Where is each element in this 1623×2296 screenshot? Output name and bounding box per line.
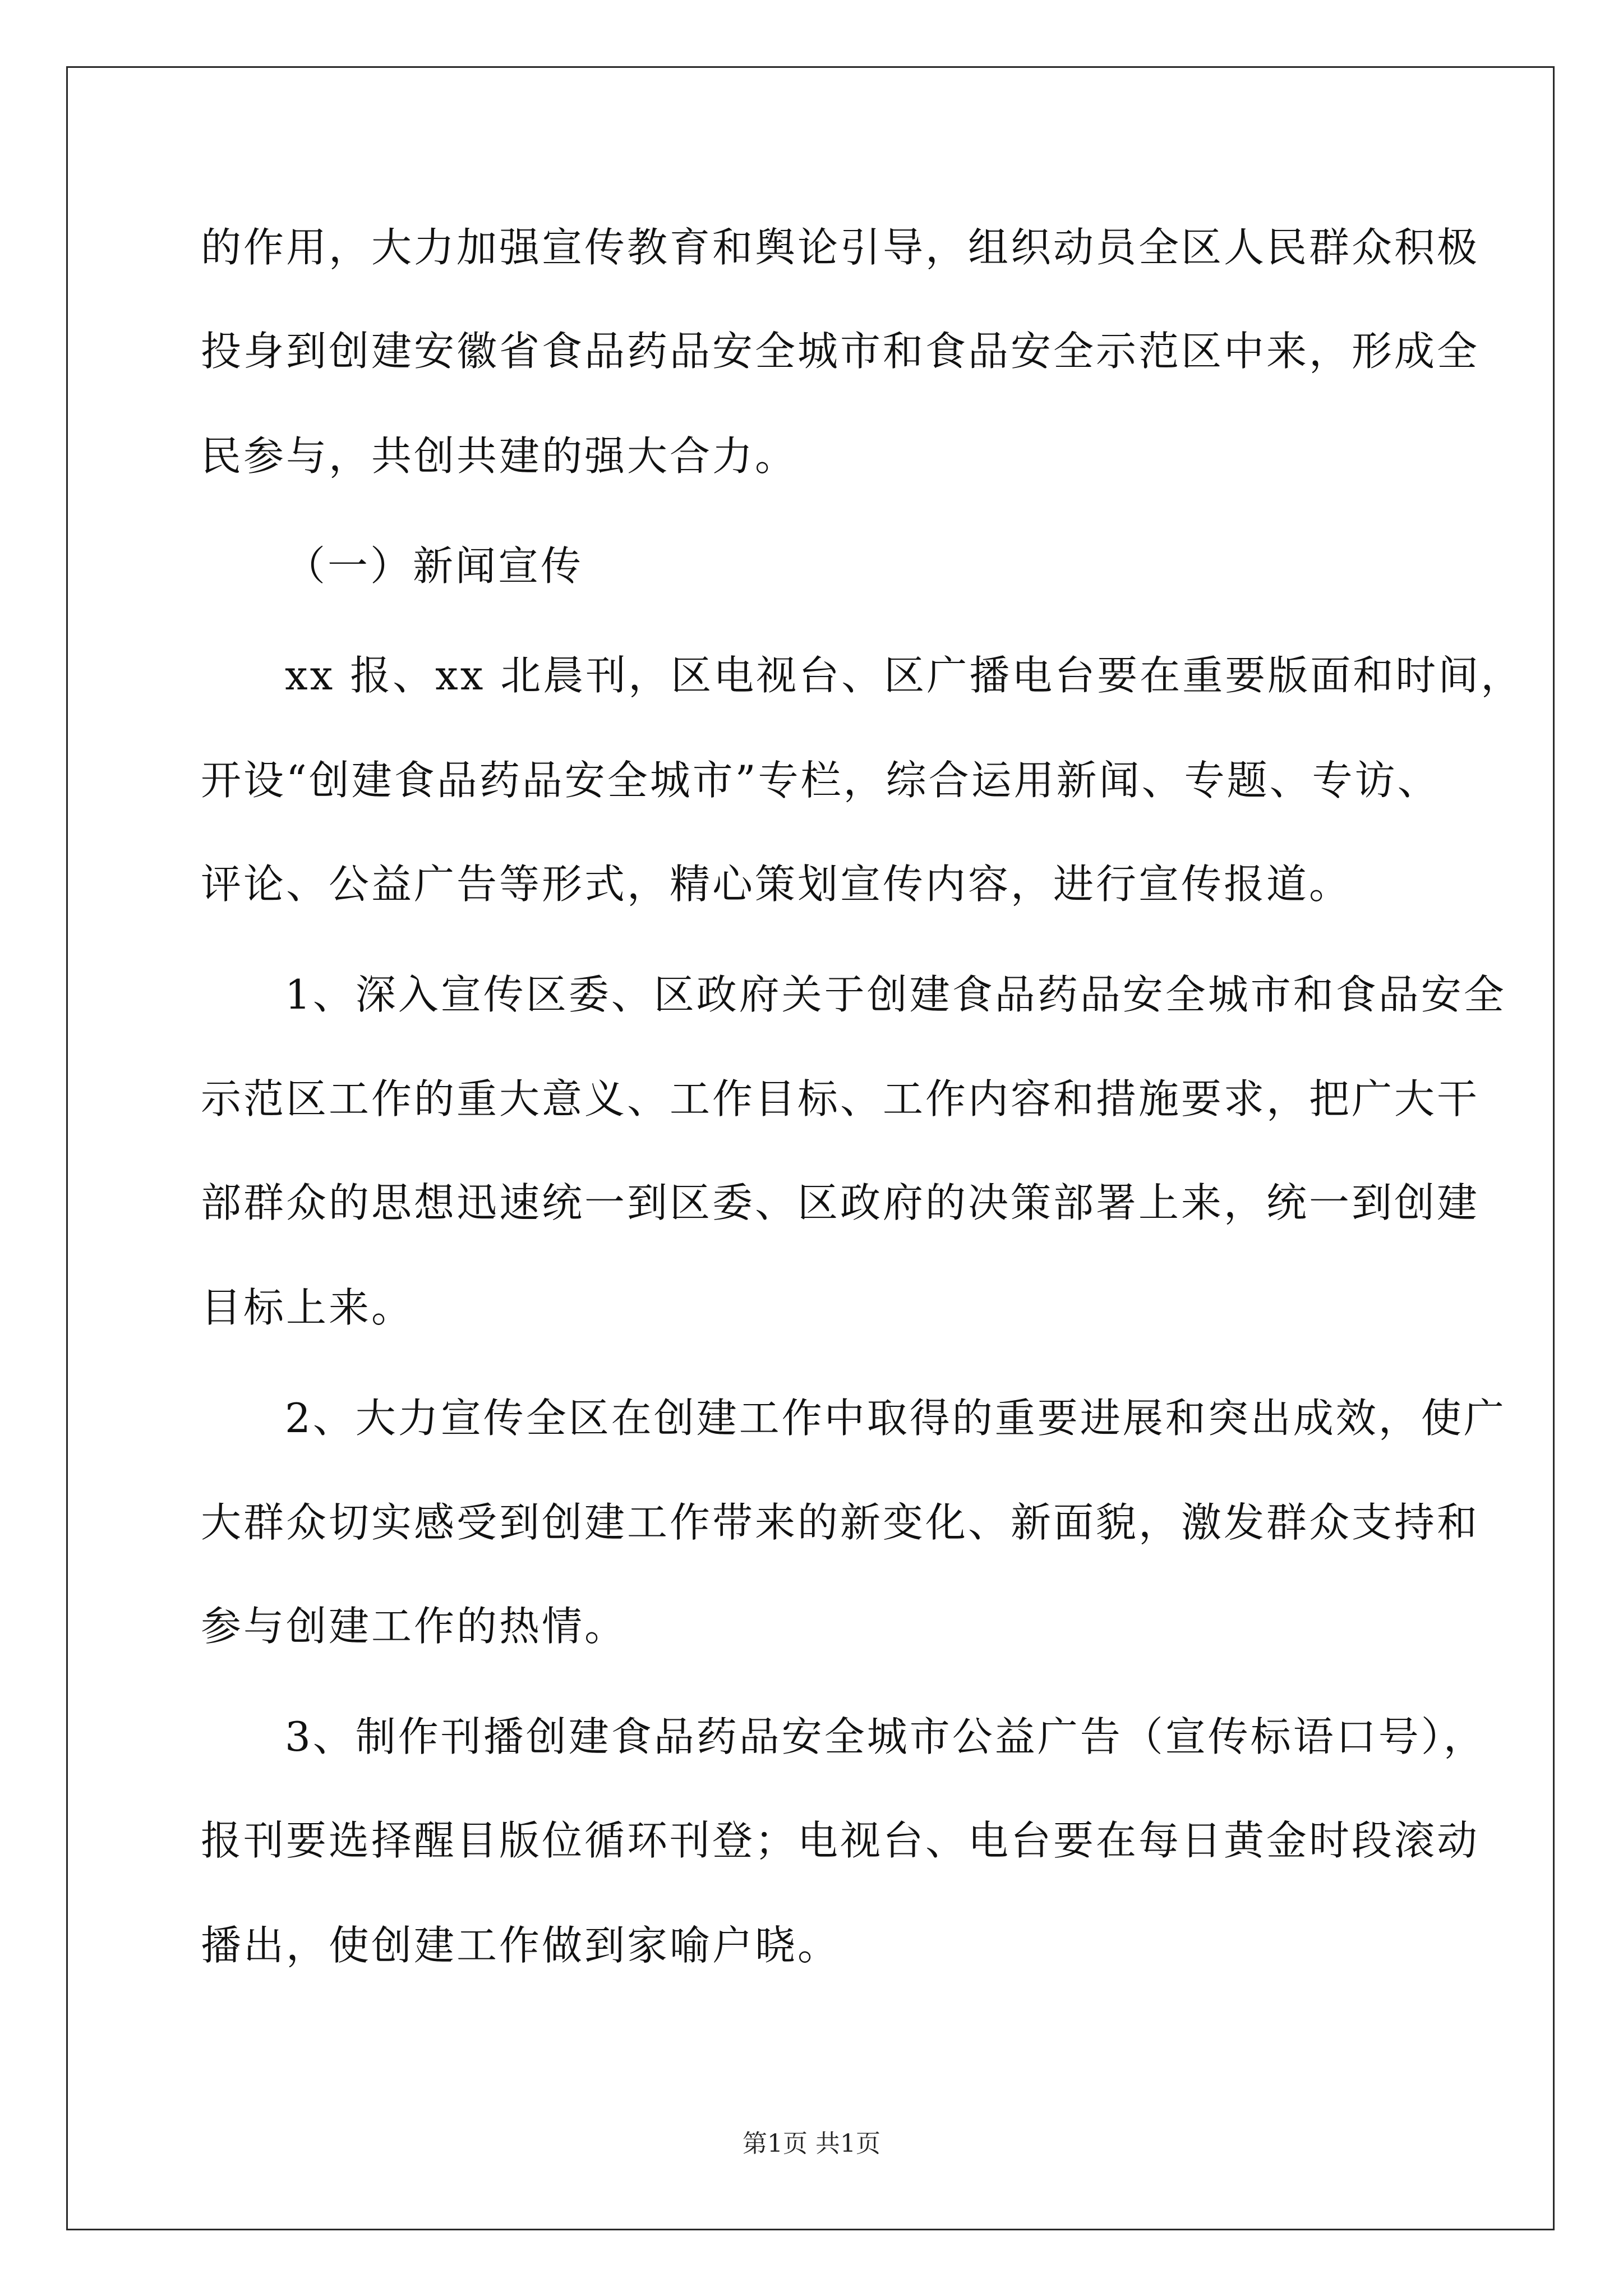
body-line: xx 报、xx 北晨刊，区电视台、区广播电台要在重要版面和时间，: [285, 652, 1524, 699]
list-item-3: 3、制作刊播创建食品药品安全城市公益广告（宣传标语口号），: [285, 1713, 1486, 1760]
body-line: 部群众的思想迅速统一到区委、区政府的决策部署上来，统一到创建: [201, 1179, 1480, 1226]
section-heading: （一）新闻宣传: [285, 542, 584, 590]
list-item-2: 2、大力宣传全区在创建工作中取得的重要进展和突出成效，使广: [285, 1395, 1506, 1442]
body-line: 的作用，大力加强宣传教育和舆论引导，组织动员全区人民群众积极: [201, 224, 1480, 271]
list-item-1: 1、深入宣传区委、区政府关于创建食品药品安全城市和食品安全: [285, 971, 1506, 1018]
body-line: 示范区工作的重大意义、工作目标、工作内容和措施要求，把广大干: [201, 1075, 1480, 1122]
body-line: 报刊要选择醒目版位循环刊登；电视台、电台要在每日黄金时段滚动: [201, 1817, 1480, 1864]
body-line: 大群众切实感受到创建工作带来的新变化、新面貌，激发群众支持和: [201, 1499, 1480, 1546]
body-line: 开设“创建食品药品安全城市”专栏，综合运用新闻、专题、专访、: [201, 757, 1440, 804]
body-line: 参与创建工作的热情。: [201, 1603, 628, 1650]
body-line: 投身到创建安徽省食品药品安全城市和食品安全示范区中来，形成全: [201, 328, 1480, 375]
body-line: 目标上来。: [201, 1284, 414, 1331]
body-line: 播出，使创建工作做到家喻户晓。: [201, 1922, 841, 1969]
page-border: [66, 66, 1555, 2230]
body-line: 评论、公益广告等形式，精心策划宣传内容，进行宣传报道。: [201, 861, 1352, 908]
page-number-footer: 第1页 共1页: [743, 2129, 880, 2158]
body-line: 民参与，共创共建的强大合力。: [201, 432, 798, 480]
